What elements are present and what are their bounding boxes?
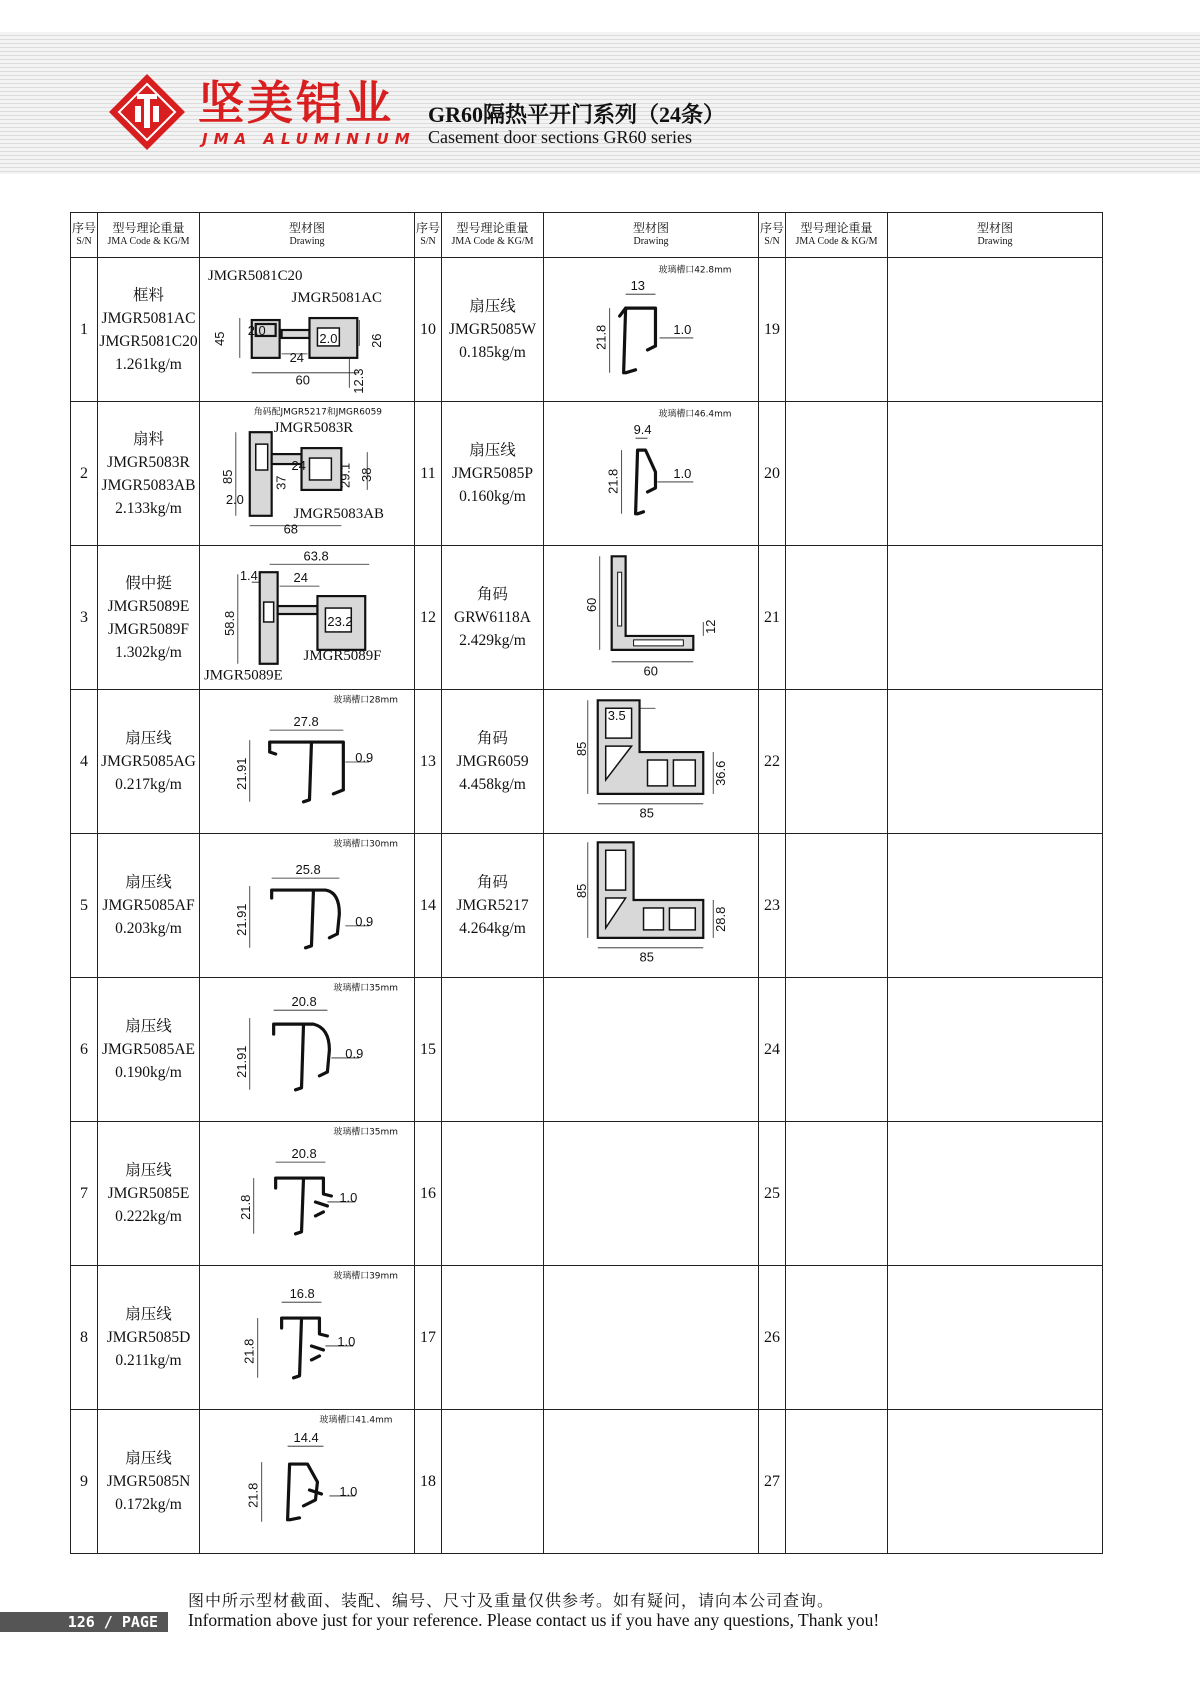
sn-cell: 2 [71,402,98,546]
svg-text:玻璃槽口46.4mm: 玻璃槽口46.4mm [658,409,732,420]
code-cell [786,978,888,1122]
col-sn: 序号 S/N [415,213,442,258]
svg-text:38: 38 [359,467,375,482]
svg-text:角码配JMGR5217和JMGR6059: 角码配JMGR5217和JMGR6059 [253,407,382,418]
svg-text:63.8: 63.8 [303,548,329,564]
svg-text:60: 60 [583,597,599,613]
code-cell: 扇压线 JMGR5085AG 0.217kg/m [98,690,200,834]
sn-cell: 3 [71,546,98,690]
col-drawing: 型材图 Drawing [200,213,415,258]
svg-text:14.4: 14.4 [293,1430,319,1446]
code-cell [786,1266,888,1410]
code-cell [786,834,888,978]
part-label: JMGR5081AC [291,290,382,307]
svg-text:21.91: 21.91 [233,757,249,790]
svg-text:85: 85 [573,883,589,899]
drawing-cell [888,1266,1103,1410]
svg-text:16.8: 16.8 [289,1286,315,1302]
code-cell [442,1266,544,1410]
sn-cell: 15 [415,978,442,1122]
svg-text:1.4: 1.4 [239,568,258,584]
table-row [71,1266,1103,1410]
svg-text:85: 85 [573,741,589,757]
sn-cell: 1 [71,258,98,402]
drawing-cell [888,258,1103,402]
drawing-cell [544,546,759,690]
svg-text:9.4: 9.4 [633,422,652,438]
svg-text:玻璃槽口30mm: 玻璃槽口30mm [333,839,398,850]
corner-drawing-grw6118a [544,546,758,689]
svg-text:2.0: 2.0 [319,330,338,346]
svg-text:60: 60 [643,663,658,679]
svg-text:1.0: 1.0 [673,321,692,337]
code-cell: 角码 JMGR5217 4.264kg/m [442,834,544,978]
part-label: JMGR5089F [303,647,382,664]
svg-text:21.8: 21.8 [245,1482,261,1508]
code-cell [442,978,544,1122]
profile-drawing-jmgr5085p [544,402,758,545]
profile-drawing-jmgr5085e [200,1122,414,1265]
part-label: JMGR5081C20 [207,268,303,285]
drawing-cell [200,546,415,690]
code-cell: 扇压线 JMGR5085E 0.222kg/m [98,1122,200,1266]
col-code: 型号理论重量 JMA Code & KG/M [442,213,544,258]
profile-drawing-jmgr5089 [200,546,414,689]
svg-text:玻璃槽口35mm: 玻璃槽口35mm [333,983,398,994]
code-cell [442,1122,544,1266]
code-cell: 扇压线 JMGR5085AF 0.203kg/m [98,834,200,978]
drawing-cell [888,978,1103,1122]
sn-cell: 27 [759,1410,786,1554]
sn-cell: 9 [71,1410,98,1554]
drawing-cell [200,834,415,978]
code-cell: 扇压线 JMGR5085N 0.172kg/m [98,1410,200,1554]
table-row [71,1410,1103,1554]
corner-drawing-jmgr5217 [544,834,758,977]
brand-name-cn: 坚美铝业 [198,76,394,130]
svg-text:24: 24 [291,458,306,474]
code-cell [786,690,888,834]
svg-text:21.8: 21.8 [593,324,609,350]
sn-cell: 8 [71,1266,98,1410]
drawing-cell [200,258,415,402]
drawing-cell [544,1410,759,1554]
page-title-en: Casement door sections GR60 series [428,127,692,147]
svg-text:玻璃槽口41.4mm: 玻璃槽口41.4mm [319,1415,393,1426]
sn-cell: 25 [759,1122,786,1266]
drawing-cell [200,1266,415,1410]
footer-note-cn: 图中所示型材截面、装配、编号、尺寸及重量仅供参考。如有疑问，请向本公司查询。 [188,1591,835,1610]
svg-text:0.9: 0.9 [355,749,374,765]
svg-text:25.8: 25.8 [295,862,321,878]
profile-drawing-jmgr5081 [200,258,414,401]
svg-text:28.8: 28.8 [713,906,729,932]
profile-drawing-jmgr5083 [200,402,414,545]
code-cell: 假中挺 JMGR5089E JMGR5089F 1.302kg/m [98,546,200,690]
svg-text:68: 68 [283,521,298,537]
col-sn: 序号 S/N [71,213,98,258]
profile-drawing-jmgr5085af [200,834,414,977]
code-cell: 角码 GRW6118A 2.429kg/m [442,546,544,690]
svg-text:玻璃槽口35mm: 玻璃槽口35mm [333,1127,398,1138]
sn-cell: 12 [415,546,442,690]
drawing-cell [200,690,415,834]
code-cell: 扇料 JMGR5083R JMGR5083AB 2.133kg/m [98,402,200,546]
code-cell: 框料 JMGR5081AC JMGR5081C20 1.261kg/m [98,258,200,402]
footer-note-en: Information above just for your reference. Please contact us if you have any questions, Thank you! [188,1610,880,1630]
code-cell [442,1410,544,1554]
svg-text:玻璃槽口28mm: 玻璃槽口28mm [333,695,398,706]
drawing-cell [888,546,1103,690]
sn-cell: 20 [759,402,786,546]
drawing-cell [544,834,759,978]
svg-text:24: 24 [289,349,304,365]
svg-text:58.8: 58.8 [221,610,237,636]
sn-cell: 26 [759,1266,786,1410]
drawing-cell [888,834,1103,978]
svg-text:1.0: 1.0 [339,1483,358,1499]
drawing-cell [200,978,415,1122]
svg-text:2.0: 2.0 [225,491,244,507]
sn-cell: 16 [415,1122,442,1266]
sn-cell: 14 [415,834,442,978]
profile-drawing-jmgr5085ae [200,978,414,1121]
table-row [71,546,1103,690]
profile-drawing-jmgr5085w [544,258,758,401]
sn-cell: 13 [415,690,442,834]
svg-text:27.8: 27.8 [293,714,319,730]
part-label: JMGR5089E [203,667,283,684]
svg-text:23.2: 23.2 [327,613,353,629]
col-sn: 序号 S/N [759,213,786,258]
drawing-cell [544,978,759,1122]
code-cell: 扇压线 JMGR5085AE 0.190kg/m [98,978,200,1122]
svg-text:29.1: 29.1 [337,462,353,488]
jma-logo-icon [107,72,187,152]
table-row [71,834,1103,978]
table-header-row [71,213,1103,258]
drawing-cell [200,1410,415,1554]
code-cell [786,1410,888,1554]
sn-cell: 11 [415,402,442,546]
svg-text:0.9: 0.9 [355,913,374,929]
svg-text:20.8: 20.8 [291,1146,317,1162]
code-cell [786,258,888,402]
col-drawing: 型材图 Drawing [888,213,1103,258]
sn-cell: 6 [71,978,98,1122]
drawing-cell [888,402,1103,546]
table-row [71,1122,1103,1266]
svg-text:3.5: 3.5 [607,708,626,724]
part-label: JMGR5083R [273,420,354,437]
code-cell [786,402,888,546]
sn-cell: 21 [759,546,786,690]
svg-text:24: 24 [293,570,308,586]
sections-table [70,212,1103,1554]
table-row [71,402,1103,546]
sn-cell: 10 [415,258,442,402]
code-cell [786,546,888,690]
drawing-cell [200,1122,415,1266]
svg-text:1.0: 1.0 [339,1189,358,1205]
drawing-cell [888,690,1103,834]
svg-text:21.8: 21.8 [237,1194,253,1220]
col-drawing: 型材图 Drawing [544,213,759,258]
svg-text:玻璃槽口39mm: 玻璃槽口39mm [333,1271,398,1282]
sn-cell: 24 [759,978,786,1122]
svg-text:20.8: 20.8 [291,994,317,1010]
svg-text:37: 37 [273,475,289,490]
svg-text:1.0: 1.0 [673,465,692,481]
table-row [71,690,1103,834]
code-cell: 扇压线 JMGR5085D 0.211kg/m [98,1266,200,1410]
svg-text:60: 60 [295,372,310,388]
sn-cell: 22 [759,690,786,834]
code-cell: 角码 JMGR6059 4.458kg/m [442,690,544,834]
sn-cell: 18 [415,1410,442,1554]
table-row [71,258,1103,402]
svg-text:21.91: 21.91 [233,1045,249,1078]
part-label: JMGR5083AB [293,505,384,522]
svg-text:45: 45 [211,331,227,346]
code-cell [786,1122,888,1266]
svg-text:85: 85 [219,469,235,484]
svg-text:玻璃槽口42.8mm: 玻璃槽口42.8mm [658,265,732,276]
drawing-cell [200,402,415,546]
profile-drawing-jmgr5085d [200,1266,414,1409]
sn-cell: 23 [759,834,786,978]
sn-cell: 17 [415,1266,442,1410]
profile-drawing-jmgr5085n [200,1410,414,1553]
code-cell: 扇压线 JMGR5085P 0.160kg/m [442,402,544,546]
svg-text:2.0: 2.0 [247,322,266,338]
svg-text:21.8: 21.8 [241,1338,257,1364]
sn-cell: 19 [759,258,786,402]
svg-text:21.8: 21.8 [605,468,621,494]
brand-name-en: JMA ALUMINIUM [202,130,416,148]
svg-text:13: 13 [630,278,645,294]
col-code: 型号理论重量 JMA Code & KG/M [98,213,200,258]
page-title-cn: GR60隔热平开门系列（24条） [428,102,726,127]
corner-drawing-jmgr6059 [544,690,758,833]
col-code: 型号理论重量 JMA Code & KG/M [786,213,888,258]
svg-text:26: 26 [369,333,385,348]
sn-cell: 7 [71,1122,98,1266]
page-number: 126 / PAGE [0,1612,168,1632]
svg-text:36.6: 36.6 [713,760,729,786]
drawing-cell [544,690,759,834]
profile-drawing-jmgr5085ag [200,690,414,833]
drawing-cell [888,1122,1103,1266]
drawing-cell [544,258,759,402]
svg-text:12.3: 12.3 [351,368,367,394]
drawing-cell [544,1266,759,1410]
drawing-cell [544,1122,759,1266]
svg-text:0.9: 0.9 [345,1045,364,1061]
svg-text:85: 85 [639,949,654,965]
svg-text:12: 12 [703,619,719,634]
drawing-cell [888,1410,1103,1554]
drawing-cell [544,402,759,546]
code-cell: 扇压线 JMGR5085W 0.185kg/m [442,258,544,402]
sn-cell: 4 [71,690,98,834]
svg-text:85: 85 [639,805,654,821]
table-row [71,978,1103,1122]
svg-text:1.0: 1.0 [337,1333,356,1349]
svg-text:21.91: 21.91 [233,903,249,936]
sn-cell: 5 [71,834,98,978]
